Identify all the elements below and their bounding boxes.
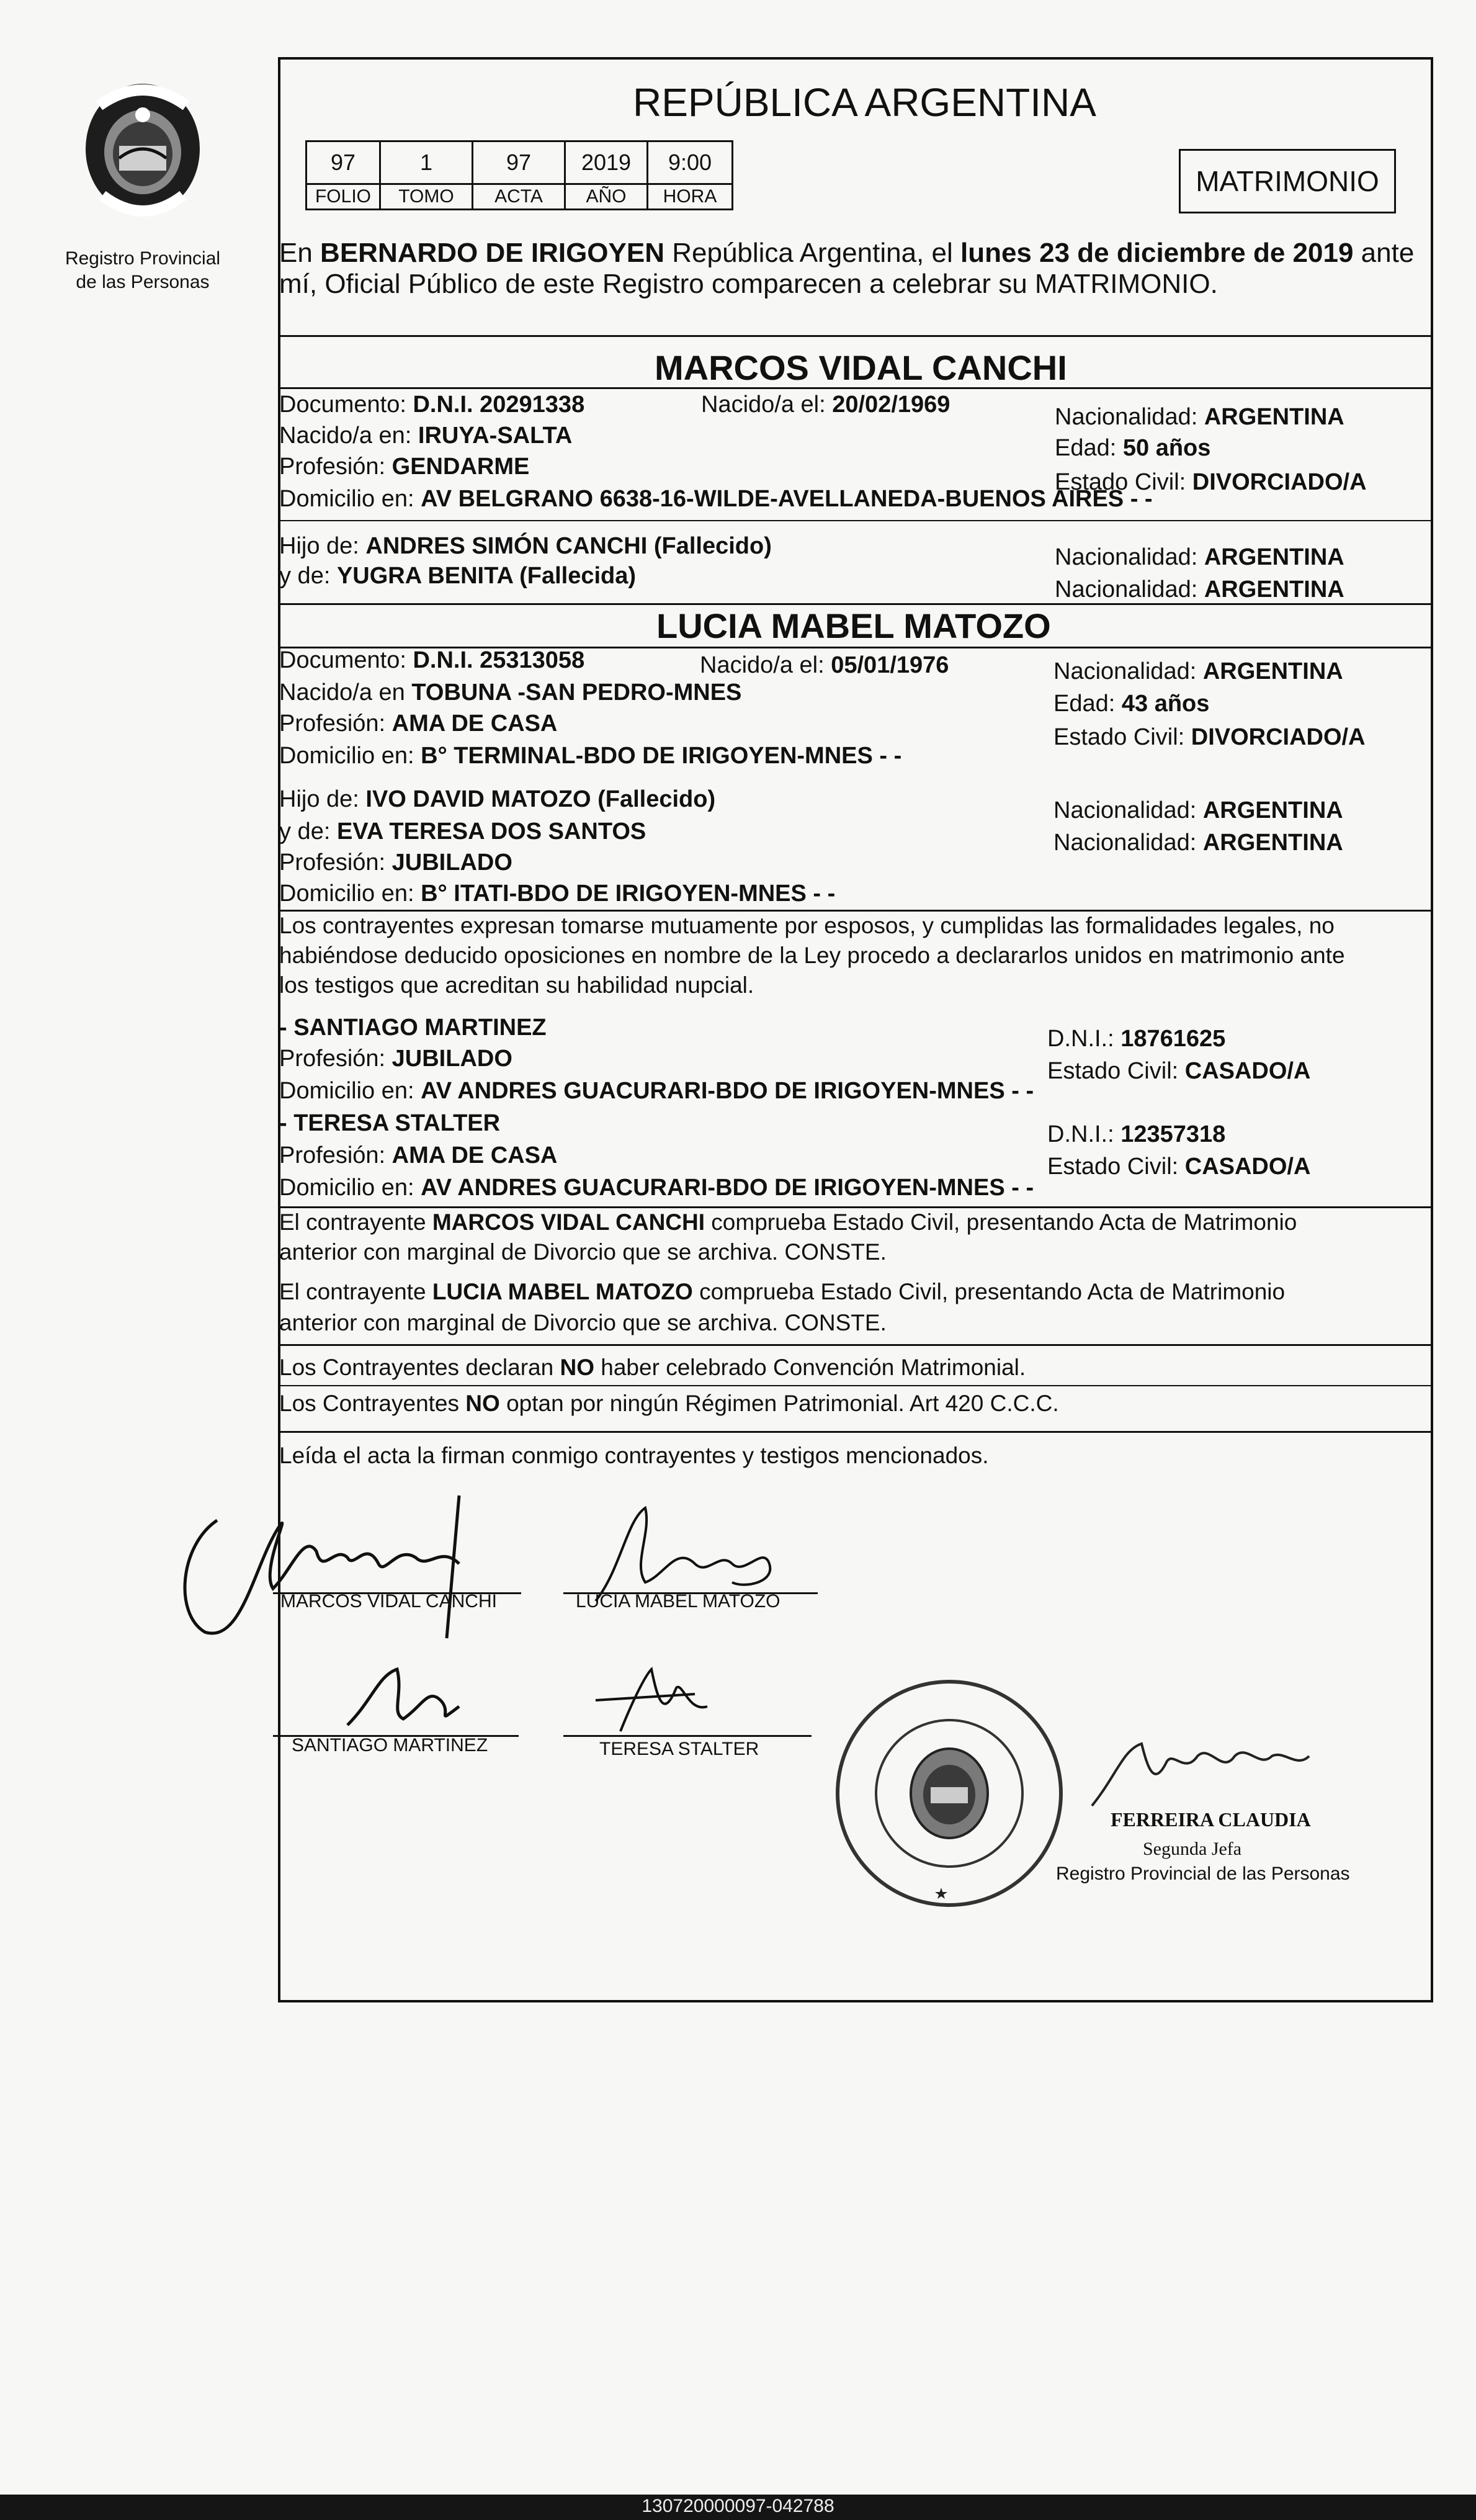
witness-2-signature-label: TERESA STALTER xyxy=(599,1739,759,1759)
declaration-line-1: Los contrayentes expresan tomarse mutuamente por esposos, y cumplidas las formalidades legales, no xyxy=(279,913,1335,938)
bride-nationality: Nacionalidad: ARGENTINA xyxy=(1053,658,1343,684)
groom-address: Domicilio en: AV BELGRANO 6638-16-WILDE-AVELLANEDA-BUENOS AIRES - - xyxy=(279,486,1153,512)
divider xyxy=(278,1206,1433,1208)
bride-mother-nationality: Nacionalidad: ARGENTINA xyxy=(1053,830,1343,856)
official-office: Registro Provincial de las Personas xyxy=(1056,1863,1350,1884)
groom-father: Hijo de: ANDRES SIMÓN CANCHI (Fallecido) xyxy=(279,533,772,559)
divider xyxy=(278,1431,1433,1433)
bride-address: Domicilio en: B° TERMINAL-BDO DE IRIGOYEN-MNES - - xyxy=(279,743,902,769)
official-role: Segunda Jefa xyxy=(1143,1839,1242,1859)
declaration-line-2: habiéndose deducido oposiciones en nombre de la Ley procedo a declararlos unidos en matrimonio ante xyxy=(279,943,1345,968)
cell-folio-value: 97 xyxy=(305,140,381,185)
logo-caption-1: Registro Provincial xyxy=(65,248,221,269)
logo-caption-2: de las Personas xyxy=(76,272,210,292)
witness-2-address: Domicilio en: AV ANDRES GUACURARI-BDO DE IRIGOYEN-MNES - - xyxy=(279,1175,1034,1201)
witness-1-signature-label: SANTIAGO MARTINEZ xyxy=(292,1735,488,1755)
bride-age: Edad: 43 años xyxy=(1053,691,1210,717)
cell-tomo-label: TOMO xyxy=(379,183,473,210)
cell-folio-label: FOLIO xyxy=(305,183,381,210)
declaration-line-3: los testigos que acreditan su habilidad nupcial. xyxy=(279,972,754,998)
divider xyxy=(278,387,1433,389)
bride-father: Hijo de: IVO DAVID MATOZO (Fallecido) xyxy=(279,786,716,812)
bride-document: Documento: D.N.I. 25313058 xyxy=(279,647,585,673)
groom-signature-label: MARCOS VIDAL CANCHI xyxy=(280,1591,497,1612)
cell-acta-value: 97 xyxy=(472,140,566,185)
bride-civil-note-1: El contrayente LUCIA MABEL MATOZO comprueba Estado Civil, presentando Acta de Matrimonio xyxy=(279,1279,1286,1304)
divider xyxy=(278,1385,1433,1386)
cell-hora-value: 9:00 xyxy=(646,140,733,185)
bride-father-nationality: Nacionalidad: ARGENTINA xyxy=(1053,797,1343,823)
logo-block xyxy=(50,81,236,304)
witness-1-dni: D.N.I.: 18761625 xyxy=(1047,1026,1226,1052)
witness-1-signature-icon xyxy=(335,1663,496,1738)
bride-mother-address: Domicilio en: B° ITATI-BDO DE IRIGOYEN-MNES - - xyxy=(279,881,836,907)
bride-mother: y de: EVA TERESA DOS SANTOS xyxy=(279,818,646,845)
groom-name-heading: MARCOS VIDAL CANCHI xyxy=(655,348,1067,387)
misiones-seal-icon xyxy=(81,81,205,230)
bride-civil-note-2: anterior con marginal de Divorcio que se archiva. CONSTE. xyxy=(279,1310,887,1335)
groom-mother: y de: YUGRA BENITA (Fallecida) xyxy=(279,563,637,589)
cell-hora-label: HORA xyxy=(646,183,733,210)
page-title: REPÚBLICA ARGENTINA xyxy=(633,80,1096,125)
cell-tomo-value: 1 xyxy=(379,140,473,185)
witness-1-address: Domicilio en: AV ANDRES GUACURARI-BDO DE IRIGOYEN-MNES - - xyxy=(279,1078,1034,1104)
divider xyxy=(278,520,1433,521)
witness-2-signature-icon xyxy=(583,1663,732,1738)
cell-ano-label: AÑO xyxy=(564,183,648,210)
witness-2-profession: Profesión: AMA DE CASA xyxy=(279,1142,558,1168)
bride-signature-label: LUCIA MABEL MATOZO xyxy=(576,1591,780,1612)
bride-name-heading: LUCIA MABEL MATOZO xyxy=(656,606,1051,645)
witness-2-name: - TERESA STALTER xyxy=(279,1110,501,1136)
groom-signature-icon xyxy=(168,1471,552,1657)
groom-age: Edad: 50 años xyxy=(1055,435,1211,461)
intro-line-1: En BERNARDO DE IRIGOYEN República Argentina, el lunes 23 de diciembre de 2019 ante xyxy=(279,238,1415,268)
cell-ano-value: 2019 xyxy=(564,140,648,185)
intro-line-2: mí, Oficial Público de este Registro comparecen a celebrar su MATRIMONIO. xyxy=(279,269,1218,299)
groom-birthdate: Nacido/a el: 20/02/1969 xyxy=(701,392,950,418)
bride-birthplace: Nacido/a en TOBUNA -SAN PEDRO-MNES xyxy=(279,679,742,706)
groom-nationality: Nacionalidad: ARGENTINA xyxy=(1055,404,1344,430)
barcode-number: 130720000097-042788 xyxy=(642,2496,834,2516)
bride-birthdate: Nacido/a el: 05/01/1976 xyxy=(700,652,949,678)
official-name: FERREIRA CLAUDIA xyxy=(1111,1808,1311,1831)
witness-2-signature-line xyxy=(563,1735,812,1737)
convention-line-2: Los Contrayentes NO optan por ningún Régimen Patrimonial. Art 420 C.C.C. xyxy=(279,1391,1059,1416)
official-stamp-icon xyxy=(831,1675,1067,1911)
divider xyxy=(278,335,1433,337)
witness-1-profession: Profesión: JUBILADO xyxy=(279,1046,512,1072)
groom-document: Documento: D.N.I. 20291338 xyxy=(279,392,585,418)
groom-civil-note-1: El contrayente MARCOS VIDAL CANCHI comprueba Estado Civil, presentando Acta de Matrimonio xyxy=(279,1209,1297,1235)
signatures-intro: Leída el acta la firman conmigo contrayentes y testigos mencionados. xyxy=(279,1443,989,1468)
divider xyxy=(278,603,1433,605)
bride-mother-profession: Profesión: JUBILADO xyxy=(279,850,512,876)
groom-birthplace: Nacido/a en: IRUYA-SALTA xyxy=(279,423,573,449)
divider xyxy=(278,1344,1433,1346)
bride-civil-status: Estado Civil: DIVORCIADO/A xyxy=(1053,724,1366,750)
divider xyxy=(278,910,1433,912)
cell-acta-label: ACTA xyxy=(472,183,566,210)
groom-mother-nationality: Nacionalidad: ARGENTINA xyxy=(1055,576,1344,603)
witness-1-civil-status: Estado Civil: CASADO/A xyxy=(1047,1058,1311,1084)
groom-profession: Profesión: GENDARME xyxy=(279,454,530,480)
witness-1-name: - SANTIAGO MARTINEZ xyxy=(279,1015,547,1041)
witness-2-civil-status: Estado Civil: CASADO/A xyxy=(1047,1154,1311,1180)
document-type-badge: MATRIMONIO xyxy=(1179,149,1396,213)
groom-father-nationality: Nacionalidad: ARGENTINA xyxy=(1055,544,1344,570)
groom-civil-status: Estado Civil: DIVORCIADO/A xyxy=(1055,469,1367,495)
witness-2-dni: D.N.I.: 12357318 xyxy=(1047,1121,1226,1147)
bride-profession: Profesión: AMA DE CASA xyxy=(279,711,558,737)
convention-line-1: Los Contrayentes declaran NO haber celebrado Convención Matrimonial. xyxy=(279,1355,1026,1380)
groom-civil-note-2: anterior con marginal de Divorcio que se archiva. CONSTE. xyxy=(279,1239,887,1265)
